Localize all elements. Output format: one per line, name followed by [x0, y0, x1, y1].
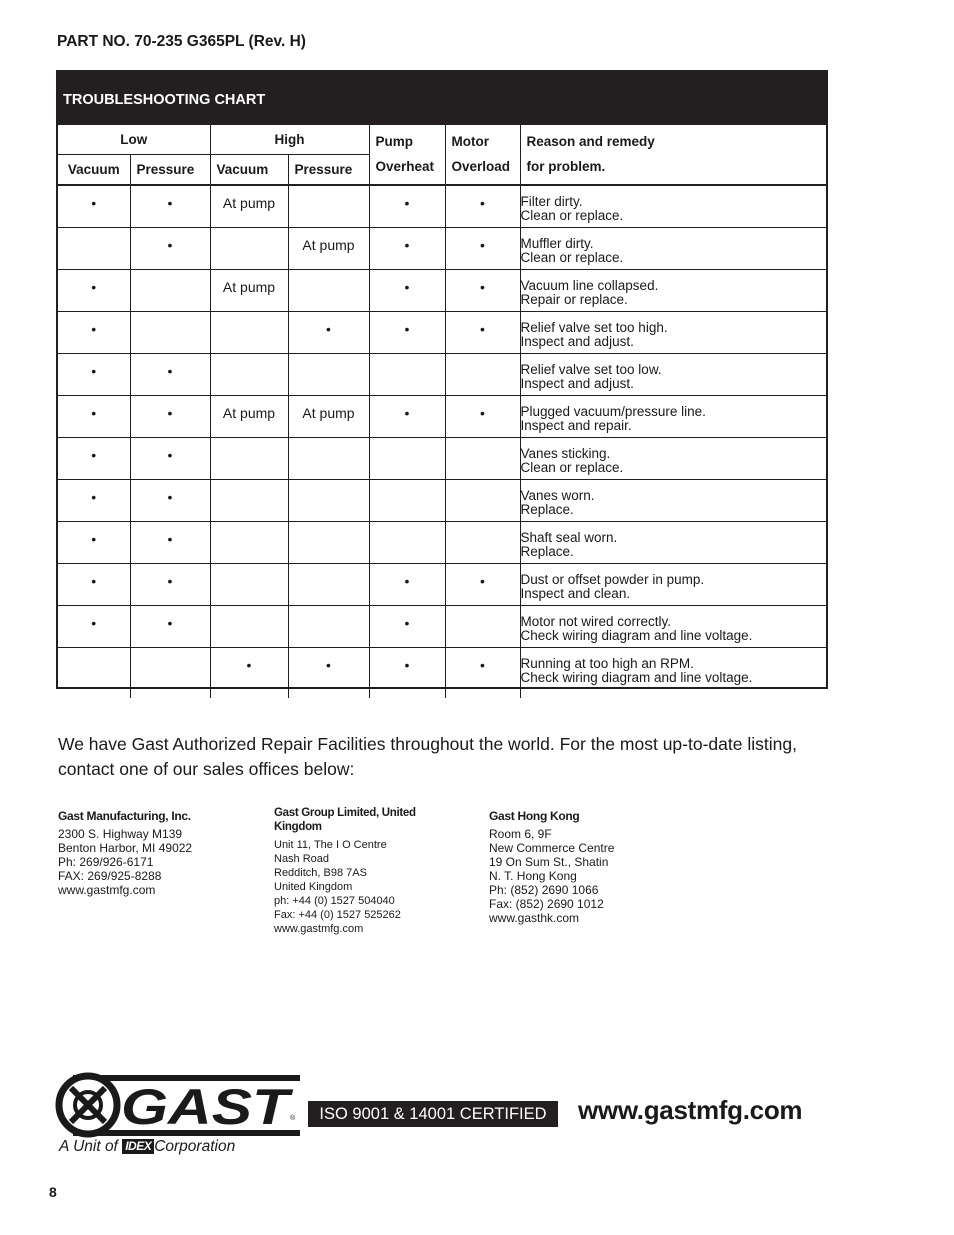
cell-high-vacuum	[210, 437, 288, 479]
table-row	[58, 647, 826, 698]
cell-high-vacuum	[210, 605, 288, 647]
reason-text: Motor not wired correctly.	[520, 613, 672, 629]
remedy-text: Repair or replace.	[520, 291, 628, 307]
remedy-text: Check wiring diagram and line voltage.	[520, 627, 753, 643]
office-line: 19 On Sum St., Shatin	[489, 855, 609, 869]
logo-wordmark: GAST	[121, 1079, 295, 1135]
office-url[interactable]: www.gastmfg.com	[58, 883, 156, 897]
reason-text: Filter dirty.	[520, 194, 583, 209]
registered-mark: ®	[290, 1115, 296, 1122]
iso-certified-badge: ISO 9001 & 14001 CERTIFIED	[308, 1101, 558, 1127]
cell-low-pressure	[130, 269, 210, 311]
remedy-text: Clean or replace.	[520, 459, 624, 475]
cell-reason-remedy	[520, 311, 826, 353]
cell-pump-overheat	[369, 479, 445, 521]
cell-low-pressure: •	[130, 437, 210, 479]
office-line: United Kingdom	[274, 881, 353, 893]
cell-motor-overload: •	[445, 395, 520, 437]
intro-text: We have Gast Authorized Repair Facilities throughout the world. For the most up-to-date listing, contact one of our sales offices below:	[58, 734, 797, 779]
office-hk	[489, 809, 614, 925]
cell-high-pressure: •	[288, 311, 369, 353]
group-high: High	[210, 125, 369, 154]
cell-pump-overheat: •	[369, 395, 445, 437]
cell-motor-overload: •	[445, 269, 520, 311]
table-row	[58, 353, 826, 395]
office-name: Gast Group Limited, United Kingdom	[274, 807, 416, 833]
cell-high-vacuum	[210, 479, 288, 521]
cell-low-vacuum: •	[58, 479, 130, 521]
cell-high-pressure	[288, 185, 369, 227]
office-name: Gast Manufacturing, Inc.	[58, 809, 191, 823]
cell-pump-overheat	[369, 521, 445, 563]
cell-high-pressure	[288, 437, 369, 479]
remedy-text: Inspect and adjust.	[520, 375, 634, 391]
cell-pump-overheat: •	[369, 185, 445, 227]
cell-motor-overload: •	[445, 311, 520, 353]
cell-reason-remedy	[520, 437, 826, 479]
cell-pump-overheat: •	[369, 563, 445, 605]
cell-high-vacuum	[210, 353, 288, 395]
reason-text: Muffler dirty.	[520, 235, 594, 251]
reason-text: Relief valve set too high.	[520, 319, 668, 335]
col-high-vacuum: Vacuum	[210, 154, 288, 185]
remedy-text: Replace.	[520, 543, 574, 559]
col-pump-bottom: Overheat	[369, 154, 445, 185]
cell-reason-remedy	[520, 395, 826, 437]
cell-low-pressure: •	[130, 521, 210, 563]
cell-reason-remedy	[520, 605, 826, 647]
cell-motor-overload	[445, 353, 520, 395]
cell-reason-remedy	[520, 185, 826, 227]
cell-low-pressure: •	[130, 605, 210, 647]
cell-high-pressure	[288, 563, 369, 605]
cell-high-vacuum: At pump	[210, 185, 288, 227]
reason-text: Vacuum line collapsed.	[520, 277, 659, 293]
office-line: Ph: (852) 2690 1066	[489, 883, 599, 897]
col-low-vacuum: Vacuum	[58, 154, 130, 185]
cell-low-pressure: •	[130, 563, 210, 605]
cell-reason-remedy	[520, 353, 826, 395]
website-link[interactable]: www.gastmfg.com	[578, 1095, 803, 1125]
cell-reason-remedy	[520, 227, 826, 269]
table-row	[58, 185, 826, 227]
col-high-pressure: Pressure	[288, 154, 369, 185]
cell-motor-overload: •	[445, 227, 520, 269]
cell-low-vacuum: •	[58, 311, 130, 353]
logo-tagline	[59, 1138, 235, 1156]
cell-reason-remedy	[520, 521, 826, 563]
cell-high-vacuum	[210, 521, 288, 563]
cell-high-pressure: At pump	[288, 227, 369, 269]
remedy-text: Inspect and clean.	[520, 585, 631, 601]
cell-low-pressure: •	[130, 185, 210, 227]
cell-low-pressure: •	[130, 353, 210, 395]
remedy-text: Inspect and adjust.	[520, 333, 634, 349]
cell-high-pressure: At pump	[288, 395, 369, 437]
cell-high-pressure: •	[288, 647, 369, 698]
cell-high-vacuum	[210, 311, 288, 353]
cell-motor-overload	[445, 437, 520, 479]
cell-reason-remedy	[520, 563, 826, 605]
table-row	[58, 479, 826, 521]
cell-pump-overheat: •	[369, 311, 445, 353]
table-row	[58, 605, 826, 647]
cell-low-vacuum	[58, 647, 130, 698]
office-us	[58, 809, 192, 897]
cell-reason-remedy	[520, 269, 826, 311]
cell-pump-overheat: •	[369, 605, 445, 647]
office-line: Nash Road	[274, 853, 330, 865]
cell-motor-overload: •	[445, 647, 520, 698]
office-line: New Commerce Centre	[489, 841, 615, 855]
group-low: Low	[58, 125, 210, 154]
cell-low-vacuum: •	[58, 395, 130, 437]
remedy-text: Check wiring diagram and line voltage.	[520, 669, 753, 685]
tagline-suffix: Corporation	[154, 1138, 236, 1155]
cell-high-vacuum	[210, 563, 288, 605]
cell-high-pressure	[288, 605, 369, 647]
col-reason-top: Reason and remedy	[520, 125, 826, 154]
reason-text: Vanes worn.	[520, 487, 595, 503]
cell-pump-overheat: •	[369, 269, 445, 311]
cell-high-vacuum: At pump	[210, 395, 288, 437]
cell-pump-overheat	[369, 353, 445, 395]
office-line: Ph: 269/926-6171	[58, 855, 154, 869]
office-line: Benton Harbor, MI 49022	[58, 841, 193, 855]
office-name: Gast Hong Kong	[489, 809, 580, 823]
cell-low-vacuum: •	[58, 269, 130, 311]
office-url[interactable]: www.gastmfg.com	[274, 923, 364, 935]
reason-text: Dust or offset powder in pump.	[520, 571, 705, 587]
cell-motor-overload: •	[445, 185, 520, 227]
table-row	[58, 437, 826, 479]
cell-high-vacuum: •	[210, 647, 288, 698]
cell-low-pressure: •	[130, 479, 210, 521]
cell-low-vacuum	[58, 227, 130, 269]
office-line: FAX: 269/925-8288	[58, 869, 162, 883]
table-row	[58, 395, 826, 437]
cell-low-vacuum: •	[58, 185, 130, 227]
cell-low-vacuum: •	[58, 563, 130, 605]
troubleshooting-table	[58, 125, 826, 698]
office-uk	[274, 806, 434, 936]
chart-title: TROUBLESHOOTING CHART	[63, 92, 266, 108]
page-number: 8	[49, 1184, 57, 1200]
cell-high-pressure	[288, 353, 369, 395]
cell-pump-overheat: •	[369, 647, 445, 698]
col-motor-bottom: Overload	[445, 154, 520, 185]
table-row	[58, 563, 826, 605]
cell-low-pressure	[130, 311, 210, 353]
office-line: N. T. Hong Kong	[489, 869, 577, 883]
table-row	[58, 227, 826, 269]
cell-pump-overheat	[369, 437, 445, 479]
office-line: ph: +44 (0) 1527 504040	[274, 895, 395, 907]
part-number: PART NO. 70-235 G365PL (Rev. H)	[57, 33, 306, 50]
office-url[interactable]: www.gasthk.com	[489, 911, 580, 925]
office-line: Redditch, B98 7AS	[274, 867, 367, 879]
reason-text: Shaft seal worn.	[520, 529, 618, 545]
cell-low-pressure	[130, 647, 210, 698]
reason-text: Running at too high an RPM.	[520, 655, 694, 671]
tagline-prefix: A Unit of	[59, 1138, 118, 1155]
troubleshooting-chart	[56, 70, 828, 689]
cell-motor-overload: •	[445, 563, 520, 605]
office-line: Fax: (852) 2690 1012	[489, 897, 604, 911]
remedy-text: Replace.	[520, 501, 574, 517]
cell-low-pressure: •	[130, 227, 210, 269]
cell-high-vacuum: At pump	[210, 269, 288, 311]
chart-title-bar	[58, 72, 826, 125]
col-reason-bottom: for problem.	[520, 154, 826, 185]
cell-motor-overload	[445, 521, 520, 563]
cell-reason-remedy	[520, 479, 826, 521]
table-row	[58, 311, 826, 353]
cell-motor-overload	[445, 605, 520, 647]
cell-low-vacuum: •	[58, 521, 130, 563]
reason-text: Vanes sticking.	[520, 445, 611, 461]
office-line: Fax: +44 (0) 1527 525262	[274, 909, 401, 921]
office-line: Unit 11, The I O Centre	[274, 839, 387, 851]
remedy-text: Clean or replace.	[520, 208, 624, 223]
cell-high-pressure	[288, 479, 369, 521]
cell-high-pressure	[288, 269, 369, 311]
cell-high-pressure	[288, 521, 369, 563]
table-row	[58, 269, 826, 311]
cell-low-vacuum: •	[58, 353, 130, 395]
remedy-text: Clean or replace.	[520, 249, 624, 265]
cell-reason-remedy	[520, 647, 826, 698]
reason-text: Plugged vacuum/pressure line.	[520, 403, 706, 419]
reason-text: Relief valve set too low.	[520, 361, 662, 377]
cell-motor-overload	[445, 479, 520, 521]
troubleshooting-rows	[58, 185, 826, 698]
col-pump-top: Pump	[369, 125, 445, 154]
col-low-pressure: Pressure	[130, 154, 210, 185]
cell-low-vacuum: •	[58, 437, 130, 479]
cell-pump-overheat: •	[369, 227, 445, 269]
office-line: Room 6, 9F	[489, 827, 552, 841]
idex-mark: IDEX	[122, 1139, 154, 1154]
remedy-text: Inspect and repair.	[520, 417, 632, 433]
col-motor-top: Motor	[445, 125, 520, 154]
cell-low-vacuum: •	[58, 605, 130, 647]
office-line: 2300 S. Highway M139	[58, 827, 183, 841]
cell-low-pressure: •	[130, 395, 210, 437]
cell-high-vacuum	[210, 227, 288, 269]
table-row	[58, 521, 826, 563]
